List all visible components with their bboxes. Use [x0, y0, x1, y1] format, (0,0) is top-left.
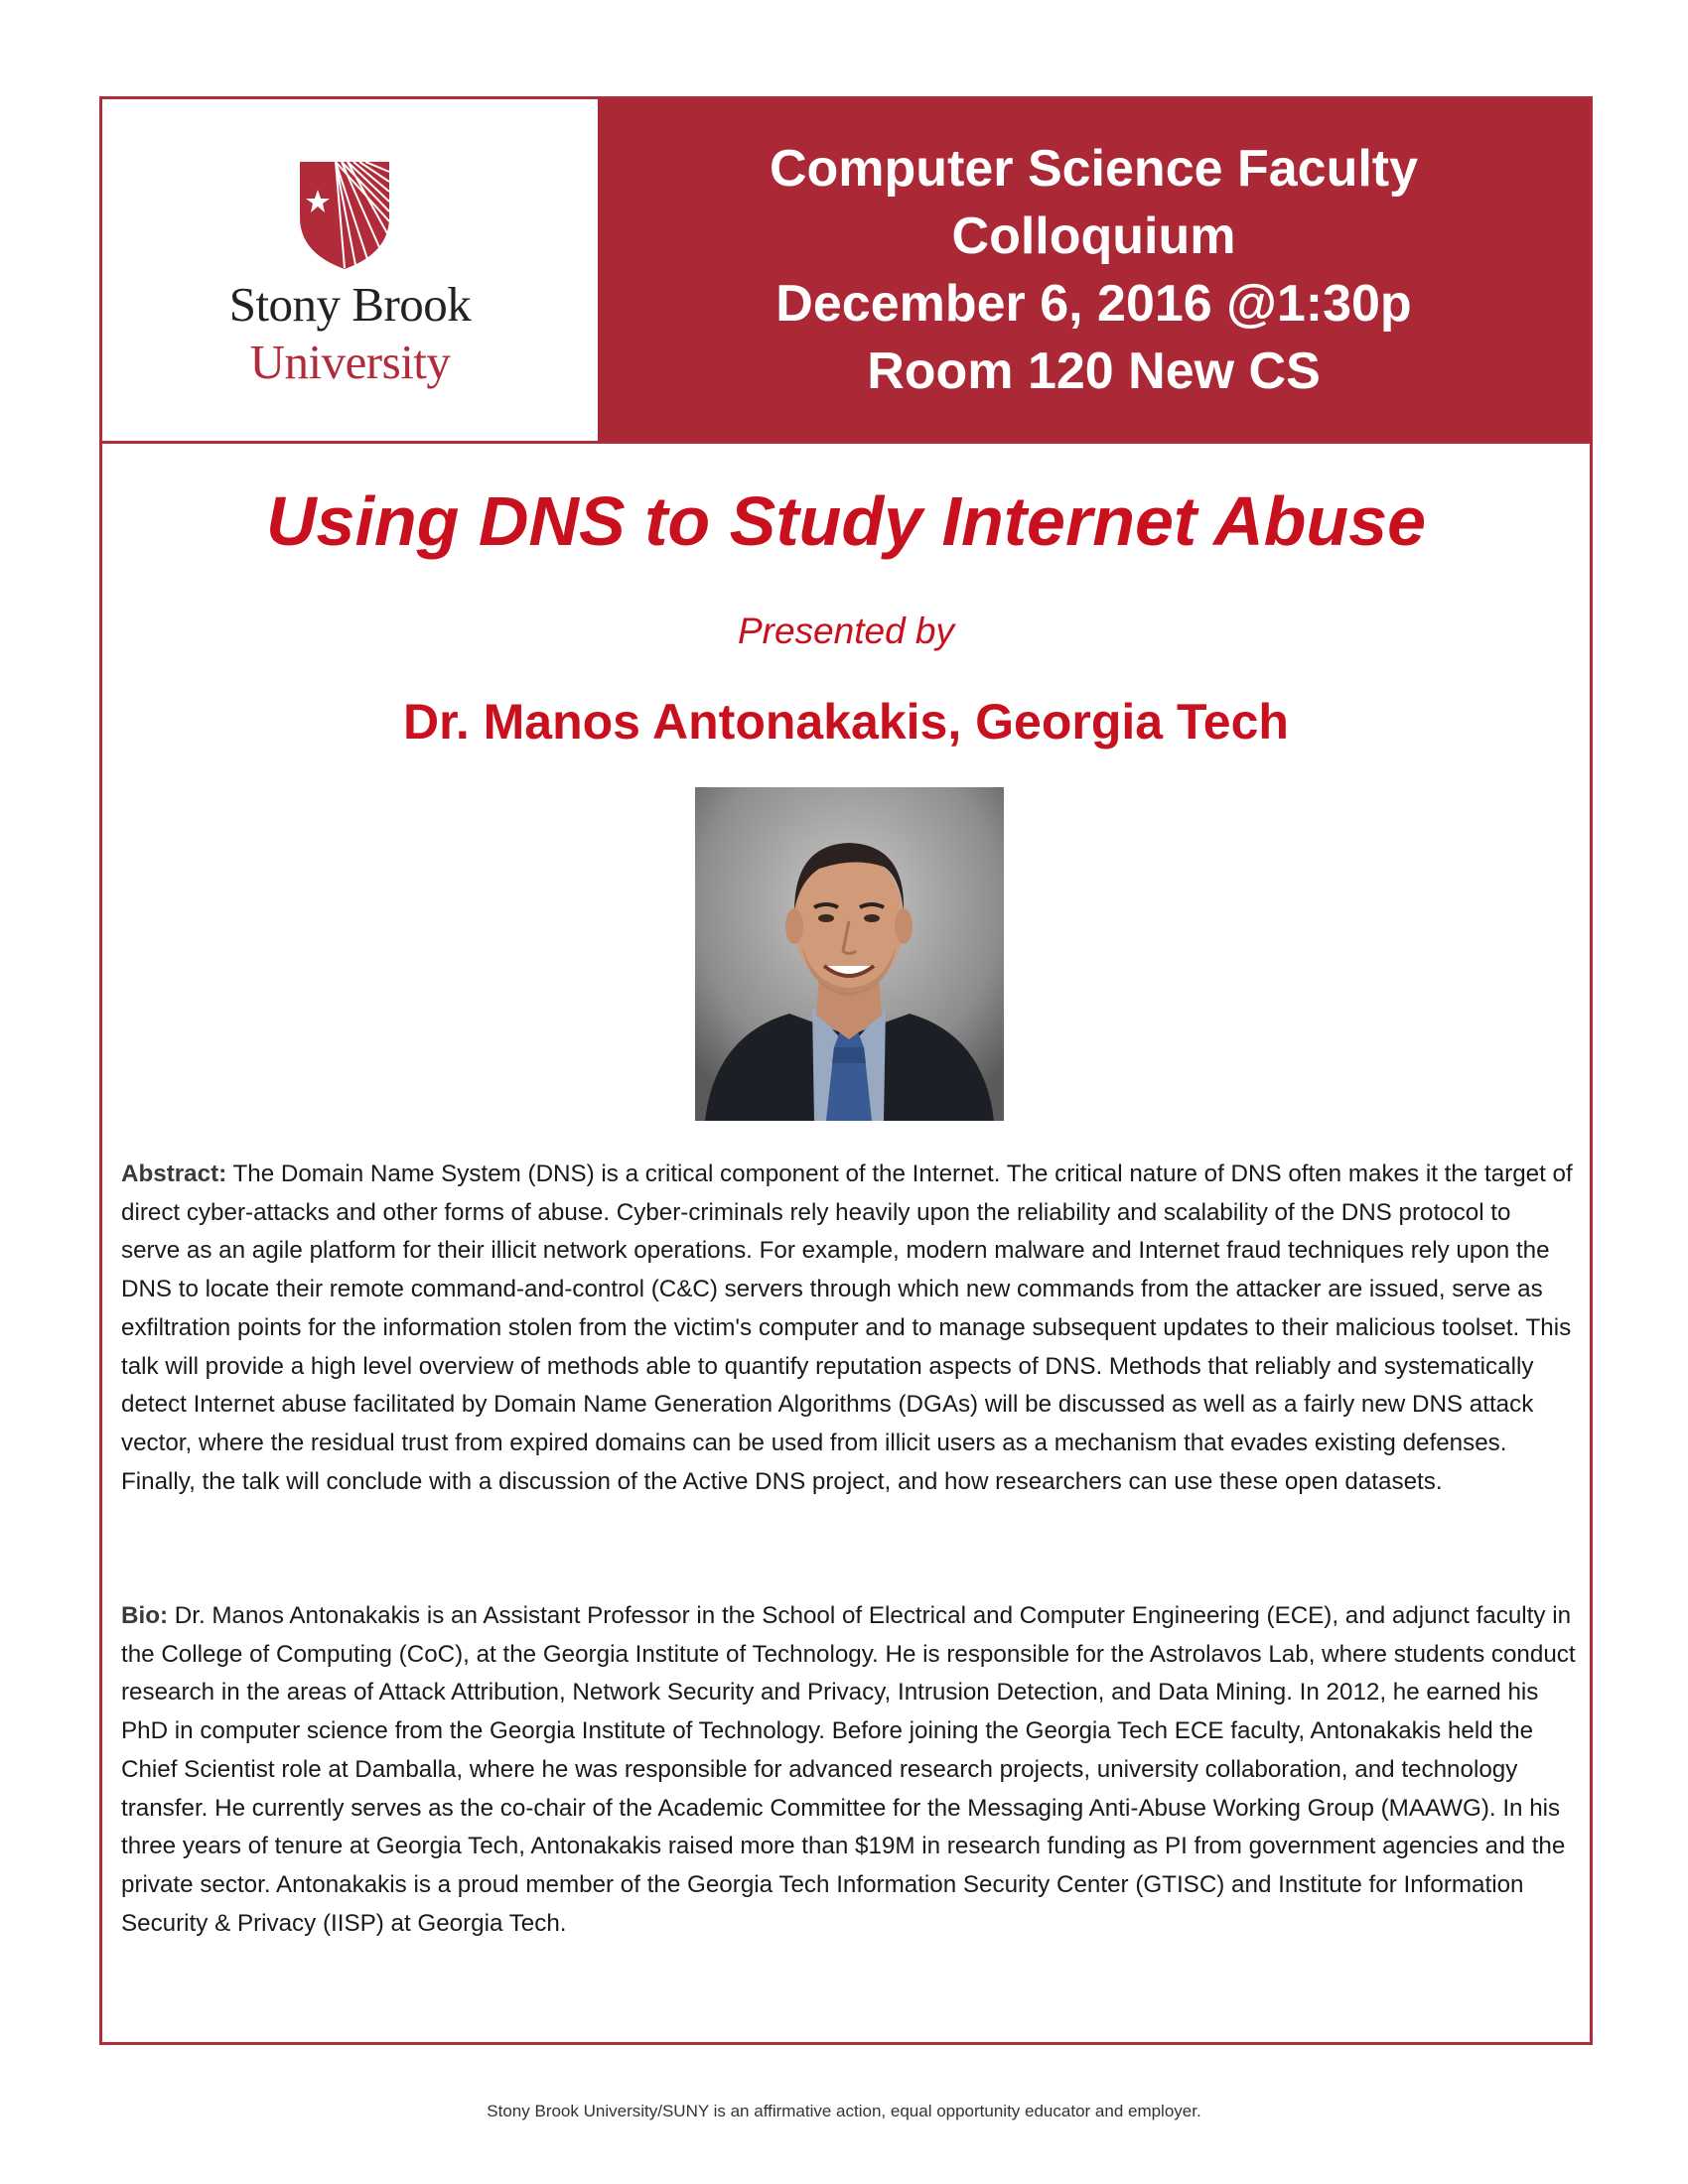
- abstract-text: The Domain Name System (DNS) is a critical component of the Internet. The critical nature of DNS often makes it the target of direct cyber-attacks and other forms of abuse. Cyber-criminals rely heavily upon the reliability and scalability of the DNS protocol to serve as an agile platform for their illicit network operations. For example, modern malware and Internet fraud techniques rely upon the DNS to locate their remote command-and-control (C&C) servers through which new commands from the attacker are issued, serve as exfiltration points for the information stolen from the victim's computer and to manage subsequent updates to their malicious toolset. This talk will provide a high level overview of methods able to quantify reputation aspects of DNS. Methods that reliably and systematically detect Internet abuse facilitated by Domain Name Generation Algorithms (DGAs) will be discussed as well as a fairly new DNS attack vector, where the residual trust from expired domains can be used from illicit users as a mechanism that evades existing defenses. Finally, the talk will conclude with a discussion of the Active DNS project, and how researchers can use these open datasets.: [121, 1160, 1573, 1495]
- footer-disclaimer: Stony Brook University/SUNY is an affirmative action, equal opportunity educator and employer.: [487, 2102, 1201, 2120]
- talk-title: Using DNS to Study Internet Abuse: [265, 482, 1427, 560]
- banner-event-name: Computer Science Faculty: [769, 140, 1419, 198]
- flyer-frame: [99, 96, 1593, 2045]
- speaker-name: Dr. Manos Antonakakis, Georgia Tech: [403, 694, 1289, 750]
- shield-logo-icon: [298, 160, 391, 271]
- university-logo: [102, 99, 598, 441]
- speaker-photo: [695, 787, 1004, 1121]
- banner-date-time: December 6, 2016 @1:30p: [775, 275, 1412, 333]
- abstract-section: [121, 1156, 1576, 1501]
- abstract-label: Abstract:: [121, 1160, 227, 1187]
- event-banner: [598, 99, 1590, 441]
- banner-event-type: Colloquium: [951, 207, 1236, 265]
- presented-by-label: Presented by: [737, 611, 955, 651]
- wordmark-stony-brook: Stony Brook: [228, 277, 472, 332]
- flyer-header: [102, 99, 1590, 444]
- wordmark-university: University: [249, 335, 451, 389]
- speaker-portrait-icon: [695, 787, 1004, 1121]
- bio-label: Bio:: [121, 1602, 169, 1629]
- bio-section: [121, 1597, 1576, 1943]
- bio-text: Dr. Manos Antonakakis is an Assistant Professor in the School of Electrical and Computer Engineering (ECE), and adjunct faculty in the College of Computing (CoC), at the Georgia Institute of Technology. He is responsible for the Astrolavos Lab, where students conduct research in the areas of Attack Attribution, Network Security and Privacy, Intrusion Detection, and Data Mining. In 2012, he earned his PhD in computer science from the Georgia Institute of Technology. Before joining the Georgia Tech ECE faculty, Antonakakis held the Chief Scientist role at Damballa, where he was responsible for advanced research projects, university collaboration, and technology transfer. He currently serves as the co-chair of the Academic Committee for the Messaging Anti-Abuse Working Group (MAAWG). In his three years of tenure at Georgia Tech, Antonakakis raised more than $19M in research funding as PI from government agencies and the private sector. Antonakakis is a proud member of the Georgia Tech Information Security Center (GTISC) and Institute for Information Security & Privacy (IISP) at Georgia Tech.: [121, 1602, 1576, 1937]
- banner-location: Room 120 New CS: [867, 342, 1321, 400]
